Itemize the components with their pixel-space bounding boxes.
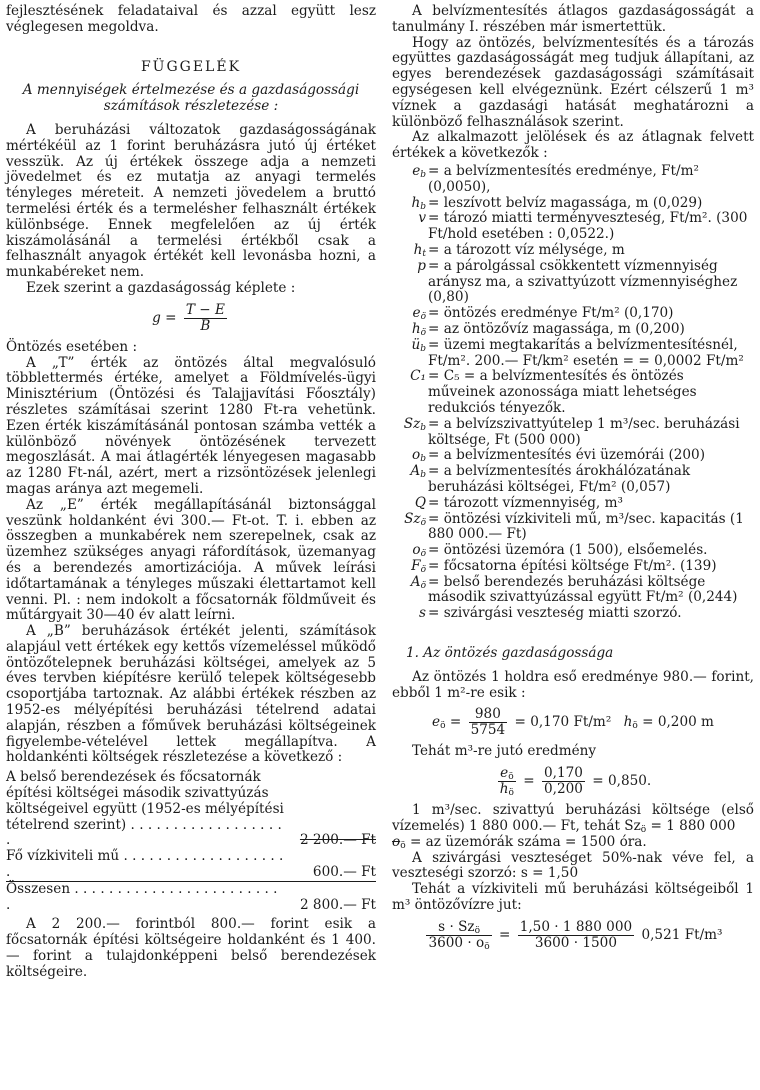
paragraph-seepage: A szivárgási veszteséget 50%-nak véve fel, a veszteségi szorzó: s = 1,50	[392, 849, 754, 882]
cost-row-main-intake	[6, 849, 376, 882]
notation-subscript: b	[420, 422, 426, 433]
notation-subscript: ö	[420, 517, 426, 528]
notation-symbol-text: s	[419, 605, 426, 622]
text-span: s · Sz	[438, 918, 475, 935]
notation-item	[392, 243, 754, 259]
notation-symbol-text: p	[417, 257, 426, 274]
formula-subscript: ö	[440, 721, 446, 732]
formula-denominator: $3600 \cdot o_ö$	[428, 934, 490, 952]
notation-definition: = öntözési üzemóra (1 500), elsőemelés.	[428, 542, 708, 559]
cost-label: A belső berendezések és főcsatornák építési költségei második szivattyúzás költségeivel együtt (1952-es mélyépítési tételrend szerint) . . . . . . . . . . . . . . . . . . .	[6, 769, 284, 849]
paragraph-notation-intro: Az alkalmazott jelölések és az átlagnak felvett értékek a következők :	[392, 129, 754, 162]
paragraph-cost-split: A 2 200.— forintból 800.— forint esik a főcsatornák építési költségeire holdanként és 1 400.— forint a tulajdonképpeni belső berendezések költségeire.	[6, 916, 376, 980]
notation-subscript: t	[422, 248, 426, 259]
paragraph-irrigation-case: Öntözés esetében :	[6, 338, 138, 355]
paragraph-result-per-m3: Tehát m³-re jutó eredmény	[412, 743, 597, 760]
notation-symbol	[392, 338, 428, 354]
paragraph-irrigation-result: Az öntözés 1 holdra eső eredménye 980.— forint, ebből 1 m²-re esik :	[392, 668, 754, 701]
formula-result: = 0,170 Ft/m²	[514, 714, 612, 731]
notation-symbol	[392, 417, 428, 433]
notation-subscript: b	[420, 201, 426, 212]
formula-result: 0,521 Ft/m³	[641, 926, 723, 943]
notation-definition: = főcsatorna építési költsége Ft/m². (139)	[428, 557, 717, 574]
notation-definition: = a belvízmentesítés árokhálózatának beruházási költségei, Ft/m² (0,057)	[428, 463, 691, 495]
notation-item	[392, 575, 754, 607]
cost-row-internal	[6, 770, 376, 849]
notation-item	[392, 322, 754, 338]
notation-definition: = a párolgással csökkentett vízmennyiség aránysz ma, a szivattyúzott vízmennyiséghez (0,80)	[428, 257, 738, 306]
notation-subscript: ö	[420, 549, 426, 560]
cost-table	[6, 770, 376, 913]
notation-symbol-text: h	[413, 241, 423, 258]
notation-symbol	[392, 369, 428, 385]
notation-symbol	[392, 464, 428, 480]
left-column	[6, 4, 376, 981]
notation-symbol	[392, 448, 428, 464]
notation-symbol	[392, 606, 428, 622]
formula-numerator: $s \cdot Sz_ö$	[426, 920, 491, 936]
notation-item	[392, 196, 754, 212]
text-span: 1 m³/sec. szivattyú beruházási költsége (első vízemelés) 1 880 000.— Ft, tehát Sz	[392, 802, 754, 835]
formula-numerator: T − E	[185, 301, 225, 318]
notation-symbol	[392, 575, 428, 591]
notation-item	[392, 369, 754, 416]
paragraph-joint-economy: Hogy az öntözés, belvízmentesítés és a tározás együttes gazdaságosságát meg tudjuk állapítani, az egyes berendezések gazdaságossági számításait egységesen kell elvégeznünk. Ezért célszerű 1 m³ víznek a gazdasági hatását meghatározni a különböző felhasználások szerint.	[392, 34, 754, 130]
notation-symbol-text: A	[410, 463, 421, 480]
notation-symbol	[392, 322, 428, 338]
paragraph-b-value: A „B” beruházások értékét jelenti, számítások alapjául vett értékek egy kettős vízemeléssel működő öntözőtelepnek beruházási költségei, amelyek az 5 éves tervben kiépítésre kerülő telepek költségesebb csoportjába tartoznak. Az alábbi értékek részben az 1952-es mélyépítési beruházási tételrend adatai alapján, részben a főművek beruházási költségeinek figyelembe-vételével lettek megállapítva. A holdankénti költségek részletezése a következő :	[6, 623, 376, 766]
cost-label: Fő vízkiviteli mű . . . . . . . . . . . . . . . . . . . .	[6, 848, 284, 881]
formula-intake-cost: $\frac{s \cdot Sz_ö}{3600 \cdot o_ö}$ = $\frac{1,50 \cdot 1 880 000}{3600 \cdot 1500}$ 0,521 Ft/m³	[428, 918, 723, 952]
formula-denominator: 3600 · 1500	[534, 934, 617, 951]
economy-formula	[6, 303, 376, 334]
text-span: 3600 · o	[428, 934, 485, 951]
notation-symbol-text: Sz	[404, 510, 421, 527]
section-title: 1. Az öntözés gazdaságossága	[406, 645, 614, 662]
cost-label: Összesen . . . . . . . . . . . . . . . . . . . . . . . . .	[6, 880, 278, 913]
notation-symbol	[392, 196, 428, 212]
formula-subscript: ö	[632, 721, 638, 732]
notation-symbol-text: h	[411, 320, 421, 337]
notation-symbol	[392, 243, 428, 259]
notation-definition: = tározott vízmennyiség, m³	[428, 494, 623, 511]
notation-symbol-text: Q	[414, 494, 426, 511]
formula-fraction	[518, 920, 634, 951]
right-column	[392, 4, 754, 957]
notation-subscript: b	[420, 454, 426, 465]
text-span: o	[392, 833, 401, 850]
notation-item	[392, 211, 754, 243]
formula-result-ratio: $\frac{e_ö}{h_ö}$ = $\frac{0,170}{0,200}$ = 0,850.	[499, 765, 652, 799]
notation-symbol-text: C₁	[410, 368, 426, 385]
notation-symbol-text: e	[412, 162, 421, 179]
paragraph-pump-cost: 1 m³/sec. szivattyú beruházási költsége (első vízemelés) 1 880 000.— Ft, tehát $Sz_ö = 1$ 880 000 $o_ö$ = az üzemórák száma = 1500 óra.	[392, 802, 754, 851]
cost-value: 2 200.— Ft	[299, 832, 376, 849]
notation-subscript: ö	[420, 327, 426, 338]
cost-value: 2 800.— Ft	[299, 896, 376, 913]
paragraph-value-definition: A beruházási változatok gazdaságosságának mértékéül az 1 forint beruházásra jutó új értéket vesszük. Az új értékek összege adja a nemzeti jövedelmet és ez mutatja az anyagi termelés tényleges méreteit. A nemzeti jövedelem a bruttó termelési érték és a termelésher felhasznált értékek különbsége. Ennek megfelelően az új érték kiszámolásánál a termelési értékből csak a felhasznált anyagok értékét kell levonásba hozni, a munkabéreket nem.	[6, 121, 376, 281]
paragraph-drainage-economy: A belvízmentesítés átlagos gazdaságosságát a tanulmány I. részében már ismertettük.	[392, 3, 754, 35]
notation-definition: = a belvízszivattyútelep 1 m³/sec. beruházási költsége, Ft (500 000)	[428, 415, 740, 448]
formula-fraction	[469, 707, 508, 738]
notation-symbol	[392, 211, 428, 227]
notation-item	[392, 464, 754, 496]
paragraph-intake-cost: Tehát a vízkiviteli mű beruházási költségeiből 1 m³ öntözővízre jut:	[392, 881, 754, 914]
formula-denominator: $h_ö$	[499, 781, 514, 799]
notation-item	[392, 606, 754, 622]
formula-symbol: h	[623, 714, 633, 731]
notation-symbol-text: h	[411, 194, 421, 211]
notation-item	[392, 164, 754, 196]
notation-item	[392, 496, 754, 512]
notation-subscript: ö	[420, 564, 426, 575]
formula-result-per-m2: $e_ö$ = $\frac{980}{5754}$ = 0,170 Ft/m² $h_ö = 0,200$ m	[432, 706, 714, 739]
paragraph-t-value: A „T” érték az öntözés által megvalósuló többlettermés értéke, amelyet a Földmívelés-ügyi Minisztérium (Öntözési és Talajjavítási Főosztály) részletes számításai szerint 1280 Ft-ra vehetünk. Ezen érték kiszámításánál pontosan számba vették a különböző növények öntözésének tervezett megoszlását. A mai átlagérték lényegesen magasabb az 1280 Ft-nál, azért, mert a rizsöntözések jelenlegi magas aránya azt megemeli.	[6, 354, 376, 497]
text-span: = 1 880 000	[650, 818, 736, 835]
formula-fraction	[426, 920, 491, 951]
notation-definition: = üzemi megtakarítás a belvízmentesítésnél, Ft/m². 200.— Ft/km² esetén = = 0,0002 Ft/m²	[428, 336, 744, 369]
notation-definition: = tározó miatti terményveszteség, Ft/m². (300 Ft/hold esetében : 0,0522.)	[428, 210, 748, 243]
formula-fraction	[184, 303, 227, 334]
notation-definition: = szivárgási veszteség miatti szorzó.	[428, 605, 682, 622]
notation-item	[392, 417, 754, 449]
notation-item	[392, 338, 754, 370]
appendix-title: FÜGGELÉK	[140, 58, 242, 75]
notation-item	[392, 543, 754, 559]
formula-fraction	[542, 766, 585, 797]
notation-definition: = a tározott víz mélysége, m	[428, 241, 625, 258]
notation-symbol-text: o	[412, 447, 421, 464]
paragraph-e-value: Az „E” érték megállapításánál biztonsággal veszünk holdanként évi 300.— Ft-ot. T. i. ebben az összegben a munkabérek nem szerepelnek, csak az üzemhez szükséges anyagi ráfordítások, üzemanyag és a berendezés amortizációja. A művek leírási időtartamának a tényleges műszaki élettartamot kell venni. Pl. : nem indokolt a főcsatornák földműveit és műtárgyait 30—40 év alatt leírni.	[6, 496, 376, 624]
formula-lhs: g =	[152, 309, 177, 326]
notation-subscript: ö	[420, 580, 426, 591]
notation-definition: = a belvízmentesítés évi üzemórái (200)	[428, 447, 705, 464]
notation-definition: = a belvízmentesítés eredménye, Ft/m² (0,0050),	[428, 162, 699, 195]
notation-symbol-text: v	[418, 210, 426, 227]
formula-denominator: 5754	[470, 722, 506, 739]
formula-numerator: 1,50 · 1 880 000	[519, 918, 633, 935]
cost-row-total	[6, 882, 376, 914]
formula-numerator: $e_ö$	[498, 766, 516, 782]
notation-symbol	[392, 559, 428, 575]
formula-numerator: 0,170	[544, 765, 583, 782]
formula-denominator: B	[200, 317, 211, 334]
notation-symbol-text: A	[410, 573, 421, 590]
notation-symbol	[392, 164, 428, 180]
notation-item	[392, 448, 754, 464]
notation-symbol-text: o	[412, 542, 421, 559]
notation-symbol	[392, 306, 428, 322]
notation-symbol	[392, 543, 428, 559]
notation-list	[392, 164, 754, 622]
notation-definition: = öntözési vízkiviteli mű, m³/sec. kapacitás (1 880 000.— Ft)	[428, 510, 744, 543]
formula-denominator: 0,200	[544, 781, 583, 798]
notation-definition: = C₅ = a belvízmentesítés és öntözés műveinek azonossága miatt lehetséges redukciós tényezők.	[428, 368, 697, 416]
paragraph-continued: fejlesztésének feladataival és azzal együtt lesz véglegesen megoldva.	[6, 3, 376, 35]
notation-item	[392, 259, 754, 306]
formula-fraction	[498, 766, 516, 797]
notation-definition: = öntözés eredménye Ft/m² (0,170)	[428, 305, 674, 322]
notation-definition: = az öntözővíz magassága, m (0,200)	[428, 320, 685, 337]
notation-subscript: ö	[420, 312, 426, 323]
formula-result: = 0,200 m	[642, 714, 714, 731]
formula-symbol: e	[432, 714, 441, 731]
notation-symbol-text: Sz	[403, 415, 421, 432]
notation-definition: = belső berendezés beruházási költsége második szivattyúzással együtt Ft/m² (0,244)	[428, 573, 738, 606]
cost-value: 600.— Ft	[312, 864, 376, 881]
notation-item	[392, 306, 754, 322]
formula-numerator: 980	[469, 707, 508, 723]
notation-item	[392, 559, 754, 575]
notation-symbol	[392, 496, 428, 512]
notation-subscript: b	[420, 169, 426, 180]
paragraph-formula-intro: Ezek szerint a gazdaságosság képlete :	[26, 279, 296, 296]
formula-result: = 0,850.	[592, 773, 652, 790]
notation-symbol	[392, 259, 428, 275]
notation-symbol-text: ü	[411, 336, 421, 353]
notation-subscript: b	[420, 470, 426, 481]
notation-subscript: b	[420, 343, 426, 354]
appendix-subtitle: A mennyiségek értelmezése és a gazdaságossági számítások részletezése :	[22, 82, 360, 115]
notation-symbol-text: F	[411, 557, 421, 574]
notation-item	[392, 512, 754, 544]
text-span: = az üzemórák száma = 1500 óra.	[409, 833, 647, 850]
notation-definition: = leszívott belvíz magassága, m (0,029)	[428, 194, 703, 211]
notation-symbol	[392, 512, 428, 528]
notation-symbol-text: e	[412, 305, 421, 322]
